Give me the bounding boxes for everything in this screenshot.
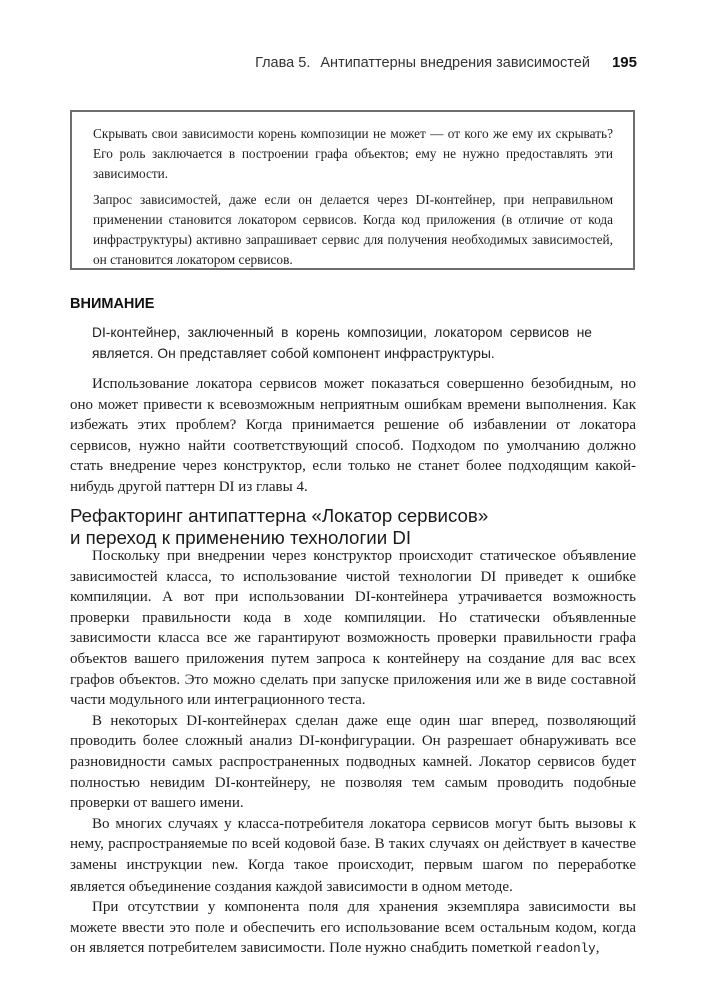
note-heading: ВНИМАНИЕ — [70, 296, 155, 312]
intro-section — [70, 374, 636, 498]
running-header — [255, 54, 637, 71]
inline-code: readonly — [535, 942, 596, 957]
paragraph-text: При отсутствии у компонента поля для хранения экземпляра зависимости вы можете ввести это поле и обеспечить его использование всем остальным кодом, когда он является потребителем зависимости. Поле нужно снабдить пометкой — [70, 899, 636, 957]
section-heading-line: Рефакторинг антипаттерна «Локатор сервисов» — [70, 505, 489, 526]
section-heading — [70, 505, 636, 549]
note-text: DI-контейнер, заключенный в корень композиции, локатором сервисов не является. Он представляет собой компонент инфраструктуры. — [92, 325, 592, 361]
section-heading-line: и переход к применению технологии DI — [70, 527, 412, 548]
body-paragraph — [70, 814, 636, 897]
paragraph-text: . Когда такое происходит, первым шагом по переработке является объединение создания каждой зависимости в одном методе. — [70, 856, 636, 895]
inline-code: new — [211, 858, 235, 873]
sidebar-paragraph: Запрос зависимостей, даже если он делается через DI-контейнер, при неправильном применении становится локатором сервисов. Когда код приложения (в отличие от кода инфраструктуры) активно запрашивает сервис для получения необходимых зависимостей, он становится локатором сервисов. — [93, 192, 613, 267]
chapter-label: Глава 5. — [255, 55, 311, 71]
body-paragraph: Использование локатора сервисов может показаться совершенно безобидным, но оно может привести к всевозможным неприятным ошибкам времени выполнения. Как избежать этих проблем? Когда принимается решение об избавлении от локатора сервисов, нужно найти соответствующий способ. Подходом по умолчанию должно стать внедрение через конструктор, если только не станет более подходящим какой-нибудь другой паттерн DI из главы 4. — [70, 376, 636, 495]
body-paragraph: В некоторых DI-контейнерах сделан даже еще один шаг вперед, позволяющий проводить более сложный анализ DI-конфигурации. Он разрешает обнаруживать все разновидности самых распространенных подводных камней. Локатор сервисов будет полностью невидим DI-контейнеру, не позволяя тем самым проводить подобные проверки от вашего имени. — [70, 712, 636, 812]
body-paragraph: Поскольку при внедрении через конструктор происходит статическое объявление зависимостей класса, то использование чистой технологии DI приведет к ошибке компиляции. А вот при использовании DI-контейнера утрачивается возможность проверки правильности кода в ходе компиляции. Но статически объявленные зависимости класса все же гарантируют возможность проверки правильности графа объектов вашего приложения путем запроса к контейнеру на создание для вас всех графов объектов. Это можно сделать при запуске приложения или же в виде составной части модульного или интеграционного теста. — [70, 548, 636, 709]
page-number: 195 — [611, 54, 637, 71]
sidebar-paragraph: Скрывать свои зависимости корень композиции не может — от кого же ему их скрывать? Его роль заключается в построении графа объектов; ему не нужно предоставлять эти зависимости. — [93, 126, 613, 181]
chapter-title: Антипаттерны внедрения зависимостей — [320, 55, 590, 71]
paragraph-text: , — [595, 940, 600, 957]
paragraph-text: Во многих случаях у класса-потребителя локатора сервисов могут быть вызовы к нему, распространяемые по всей кодовой базе. В таких случаях он действует в качестве замены инструкции — [70, 815, 636, 873]
sidebar-box — [70, 110, 635, 270]
body-paragraph — [70, 897, 636, 960]
section-body — [70, 546, 636, 960]
